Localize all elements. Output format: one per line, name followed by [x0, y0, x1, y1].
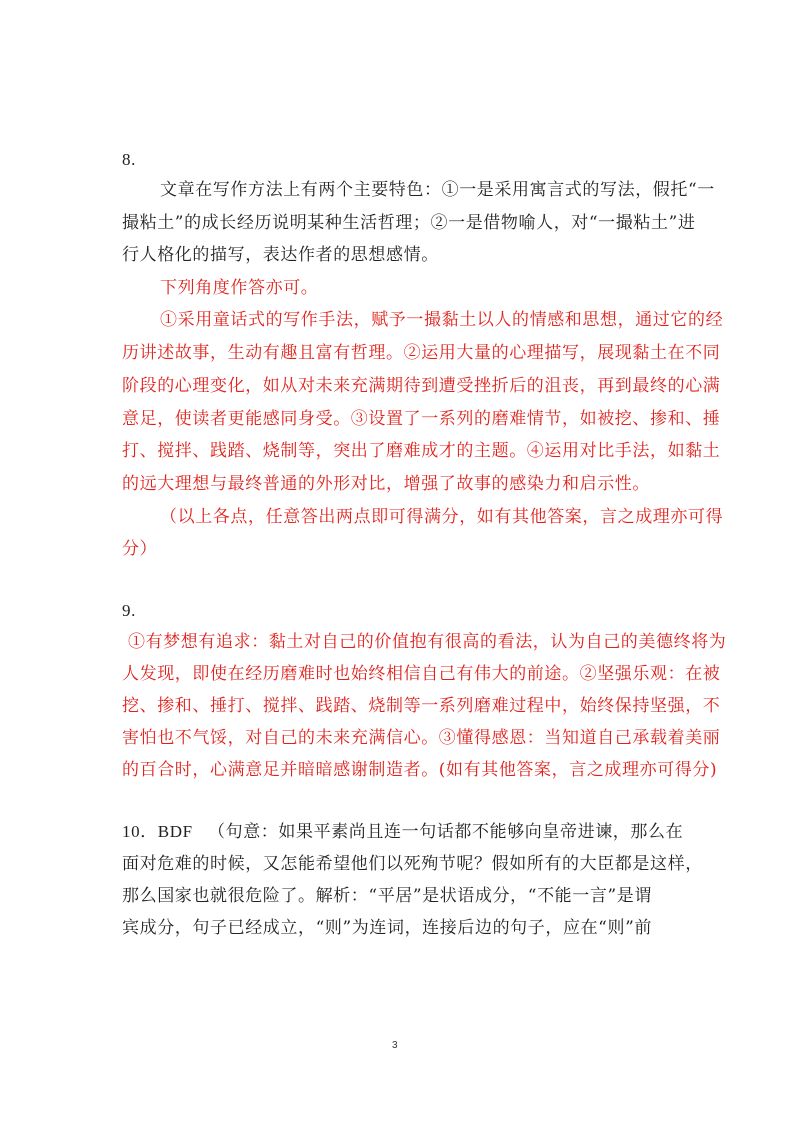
q8-alt-line: 打、搅拌、践踏、烧制等，突出了磨难成才的主题。④运用对比手法，如黏土 [122, 441, 721, 461]
q8-alt-line: 阶段的心理变化，如从对未来充满期待到遭受挫折后的沮丧，再到最终的心满 [122, 376, 721, 396]
q8-alt-line: ①采用童话式的写作手法，赋予一撮黏土以人的情感和思想，通过它的经 [160, 310, 724, 330]
q8-main-line: 文章在写作方法上有两个主要特色：①一是采用寓言式的写法，假托“一 [160, 180, 715, 200]
q8-scoring-line: （以上各点，任意答出两点即可得满分，如有其他答案，言之成理亦可得 [160, 507, 724, 527]
q8-alt-line: 的远大理想与最终普通的外形对比，增强了故事的感染力和启示性。 [122, 474, 650, 494]
q9-answer-line: 挖、掺和、捶打、搅拌、践踏、烧制等一系列磨难过程中，始终保持坚强，不 [122, 696, 721, 716]
q9-answer-line: ①有梦想有追求：黏土对自己的价值抱有很高的看法，认为自己的美德终将为 [128, 632, 727, 652]
q9-answer-line: 的百合时，心满意足并暗暗感谢制造者。(如有其他答案，言之成理亦可得分) [122, 760, 718, 780]
q8-main-line: 撮粘土”的成长经历说明某种生活哲理；②一是借物喻人，对“一撮粘土”进 [122, 213, 696, 233]
q8-number: 8. [122, 150, 136, 169]
q10-number: 10．BDF [122, 822, 193, 841]
q9-answer-line: 人发现，即使在经历磨难时也始终相信自己有伟大的前途。②坚强乐观：在被 [122, 664, 721, 684]
q9-number: 9. [122, 601, 136, 620]
q10-line: 那么国家也就很危险了。解析：“平居”是状语成分，“不能一言”是谓 [122, 886, 652, 906]
q10-first-line: （句意：如果平素尚且连一句话都不能够向皇帝进谏，那么在 [208, 822, 684, 842]
q8-alt-line: 历讲述故事，生动有趣且富有哲理。②运用大量的心理描写，展现黏土在不同 [122, 343, 721, 363]
q10-line: 面对危难的时候，又怎能希望他们以死殉节呢？假如所有的大臣都是这样， [122, 854, 703, 874]
q9-answer-line: 害怕也不气馁，对自己的未来充满信心。③懂得感恩：当知道自己承载着美丽 [122, 728, 721, 748]
q8-alt-line: 意足，使读者更能感同身受。③设置了一系列的磨难情节，如被挖、掺和、捶 [122, 409, 721, 429]
page-number: 3 [392, 1040, 398, 1051]
q8-scoring-line: 分） [122, 539, 158, 559]
q8-main-line: 行人格化的描写，表达作者的思想感情。 [122, 245, 439, 265]
q10-line: 宾成分，句子已经成立，“则”为连词，连接后边的句子，应在“则”前 [122, 918, 652, 938]
q8-alt-intro: 下列角度作答亦可。 [160, 278, 319, 298]
